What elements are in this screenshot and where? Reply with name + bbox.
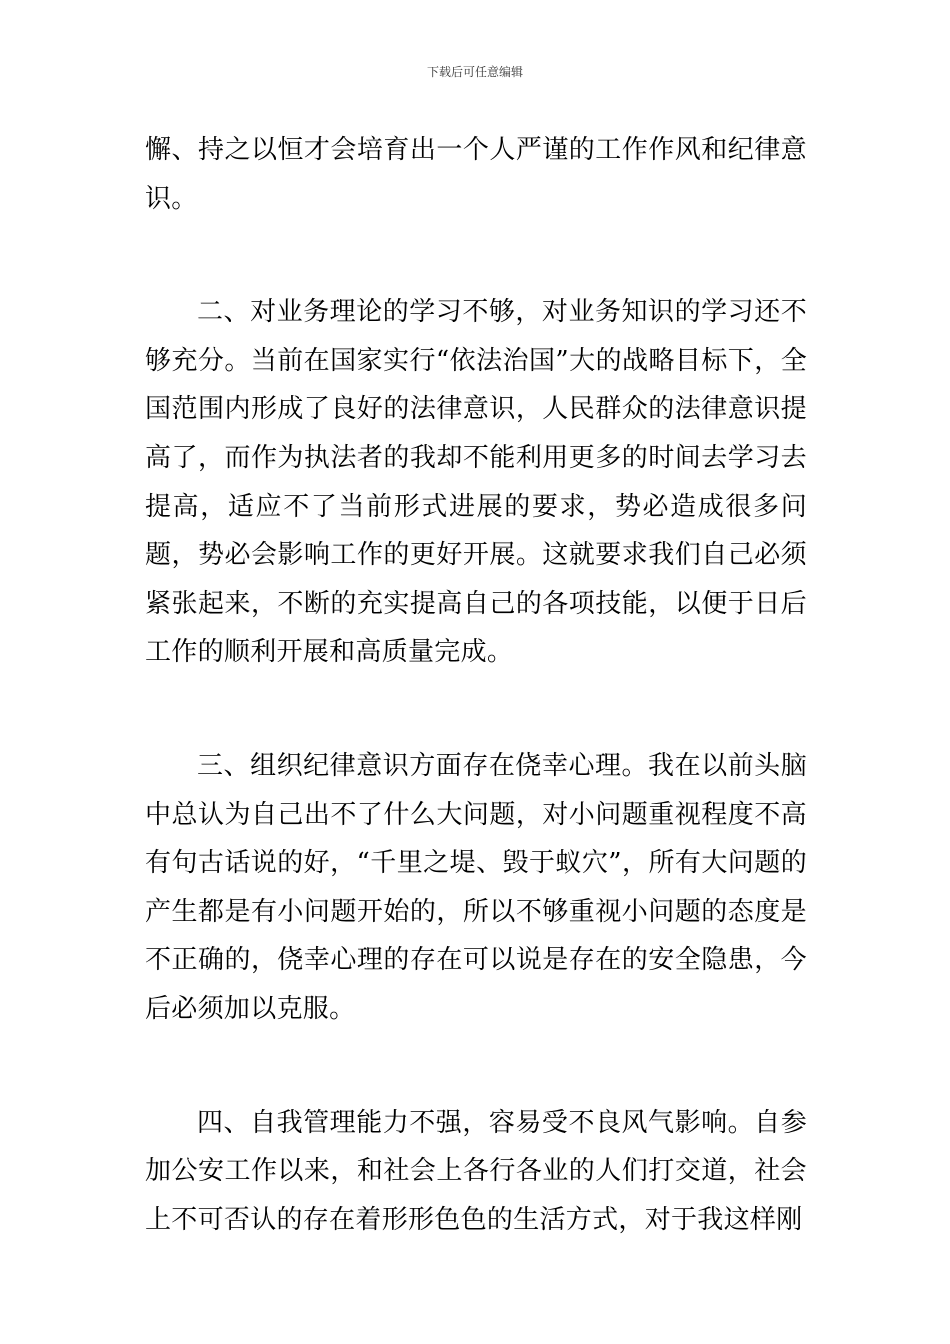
paragraph-section-two: 二、对业务理论的学习不够，对业务知识的学习还不够充分。当前在国家实行“依法治国”大的战略目标下，全国范围内形成了良好的法律意识，人民群众的法律意识提高了，而作为执法者的我却不能利用更多的时间去学习去提高，适应不了当前形式进展的要求，势必造成很多问题，势必会影响工作的更好开展。这就要求我们自己必须紧张起来，不断的充实提高自己的各项技能，以便于日后工作的顺利开展和高质量完成。: [145, 297, 807, 668]
page-header-note: 下载后可任意编辑: [426, 65, 523, 79]
paragraph-section-four: 四、自我管理能力不强，容易受不良风气影响。自参加公安工作以来，和社会上各行各业的人们打交道，社会上不可否认的存在着形形色色的生活方式，对于我这样刚: [145, 1107, 807, 1235]
document-body: [145, 126, 807, 1244]
paragraph-gap: [145, 1034, 807, 1099]
paragraph-gap: [145, 223, 807, 288]
paragraph-section-three: 三、组织纪律意识方面存在侥幸心理。我在以前头脑中总认为自己出不了什么大问题，对小问题重视程度不高有句古话说的好，“千里之堤、毁于蚁穴”，所有大问题的产生都是有小问题开始的，所以不够重视小问题的态度是不正确的，侥幸心理的存在可以说是存在的安全隐患，今后必须加以克服。: [145, 750, 807, 1024]
paragraph-continuation: 懈、持之以恒才会培育出一个人严谨的工作作风和纪律意识。: [145, 135, 807, 214]
paragraph-gap: [145, 677, 807, 742]
